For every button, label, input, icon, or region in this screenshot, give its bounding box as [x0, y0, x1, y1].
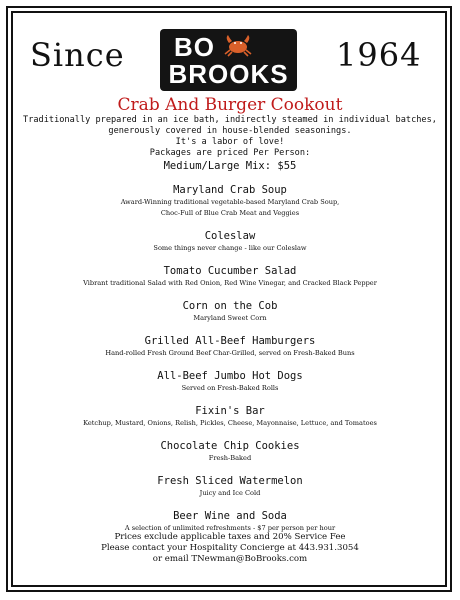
package-price: Medium/Large Mix: $55	[163, 160, 297, 172]
menu-item-name: Fresh Sliced Watermelon	[157, 475, 303, 487]
menu-item-desc: A selection of unlimited refreshments - $7 per person per hour	[124, 524, 336, 532]
menu-item-name: Chocolate Chip Cookies	[160, 440, 300, 452]
menu-item-name: Maryland Crab Soup	[173, 184, 287, 196]
menu-item	[16, 440, 444, 464]
menu-item-desc: Some things never change - like our Coleslaw	[153, 244, 307, 252]
menu-item	[16, 405, 444, 429]
menu-item	[16, 370, 444, 394]
menu-item	[16, 230, 444, 254]
menu-item-desc: Juicy and Ice Cold	[199, 489, 261, 497]
year-text: 1964	[336, 36, 422, 74]
menu-item-desc: Hand-rolled Fresh Ground Beef Char-Grilled, served on Fresh-Baked Buns	[105, 349, 355, 357]
menu-item-name: Fixin's Bar	[195, 405, 265, 417]
intro-line: It's a labor of love!	[175, 137, 285, 147]
menu-item	[16, 475, 444, 499]
menu-title: Crab And Burger Cookout	[117, 95, 343, 115]
menu-item-name: All-Beef Jumbo Hot Dogs	[157, 370, 303, 382]
menu-footer	[16, 532, 444, 565]
menu-item-desc: Choc-Full of Blue Crab Meat and Veggies	[160, 209, 300, 217]
menu-item	[16, 335, 444, 359]
menu-item	[16, 184, 444, 219]
menu-item-name: Tomato Cucumber Salad	[163, 265, 297, 277]
menu-item-desc: Award-Winning traditional vegetable-based Maryland Crab Soup,	[120, 198, 340, 206]
intro-line: Packages are priced Per Person:	[149, 148, 311, 158]
menu-intro	[16, 115, 444, 159]
logo-line-2: BROOKS	[168, 59, 289, 89]
page-header	[0, 22, 460, 92]
menu-item-desc: Served on Fresh-Baked Rolls	[181, 384, 279, 392]
menu-item	[16, 265, 444, 289]
footer-line: Prices exclude applicable taxes and 20% Service Fee	[114, 532, 346, 542]
crab-icon	[223, 33, 253, 57]
menu-item	[16, 300, 444, 324]
menu-item-desc: Fresh-Baked	[208, 454, 252, 462]
menu-item-name: Beer Wine and Soda	[173, 510, 287, 522]
menu-item-name: Coleslaw	[204, 230, 256, 242]
menu-item-desc: Ketchup, Mustard, Onions, Relish, Pickles, Cheese, Mayonnaise, Lettuce, and Tomatoes	[83, 419, 377, 427]
menu-item	[16, 510, 444, 534]
bo-brooks-logo	[160, 29, 297, 91]
footer-line: or email TNewman@BoBrooks.com	[152, 554, 308, 564]
menu-item-desc: Vibrant traditional Salad with Red Onion, Red Wine Vinegar, and Cracked Black Pepper	[83, 279, 377, 287]
since-text: Since	[30, 36, 125, 74]
intro-line: generously covered in house-blended seasonings.	[108, 126, 352, 136]
menu-content	[16, 95, 444, 534]
logo-line-1: BO	[174, 32, 215, 62]
menu-item-name: Corn on the Cob	[182, 300, 278, 312]
intro-line: Traditionally prepared in an ice bath, indirectly steamed in individual batches,	[23, 115, 437, 125]
menu-item-name: Grilled All-Beef Hamburgers	[144, 335, 316, 347]
footer-line: Please contact your Hospitality Concierge at 443.931.3054	[101, 543, 359, 553]
menu-item-desc: Maryland Sweet Corn	[193, 314, 267, 322]
